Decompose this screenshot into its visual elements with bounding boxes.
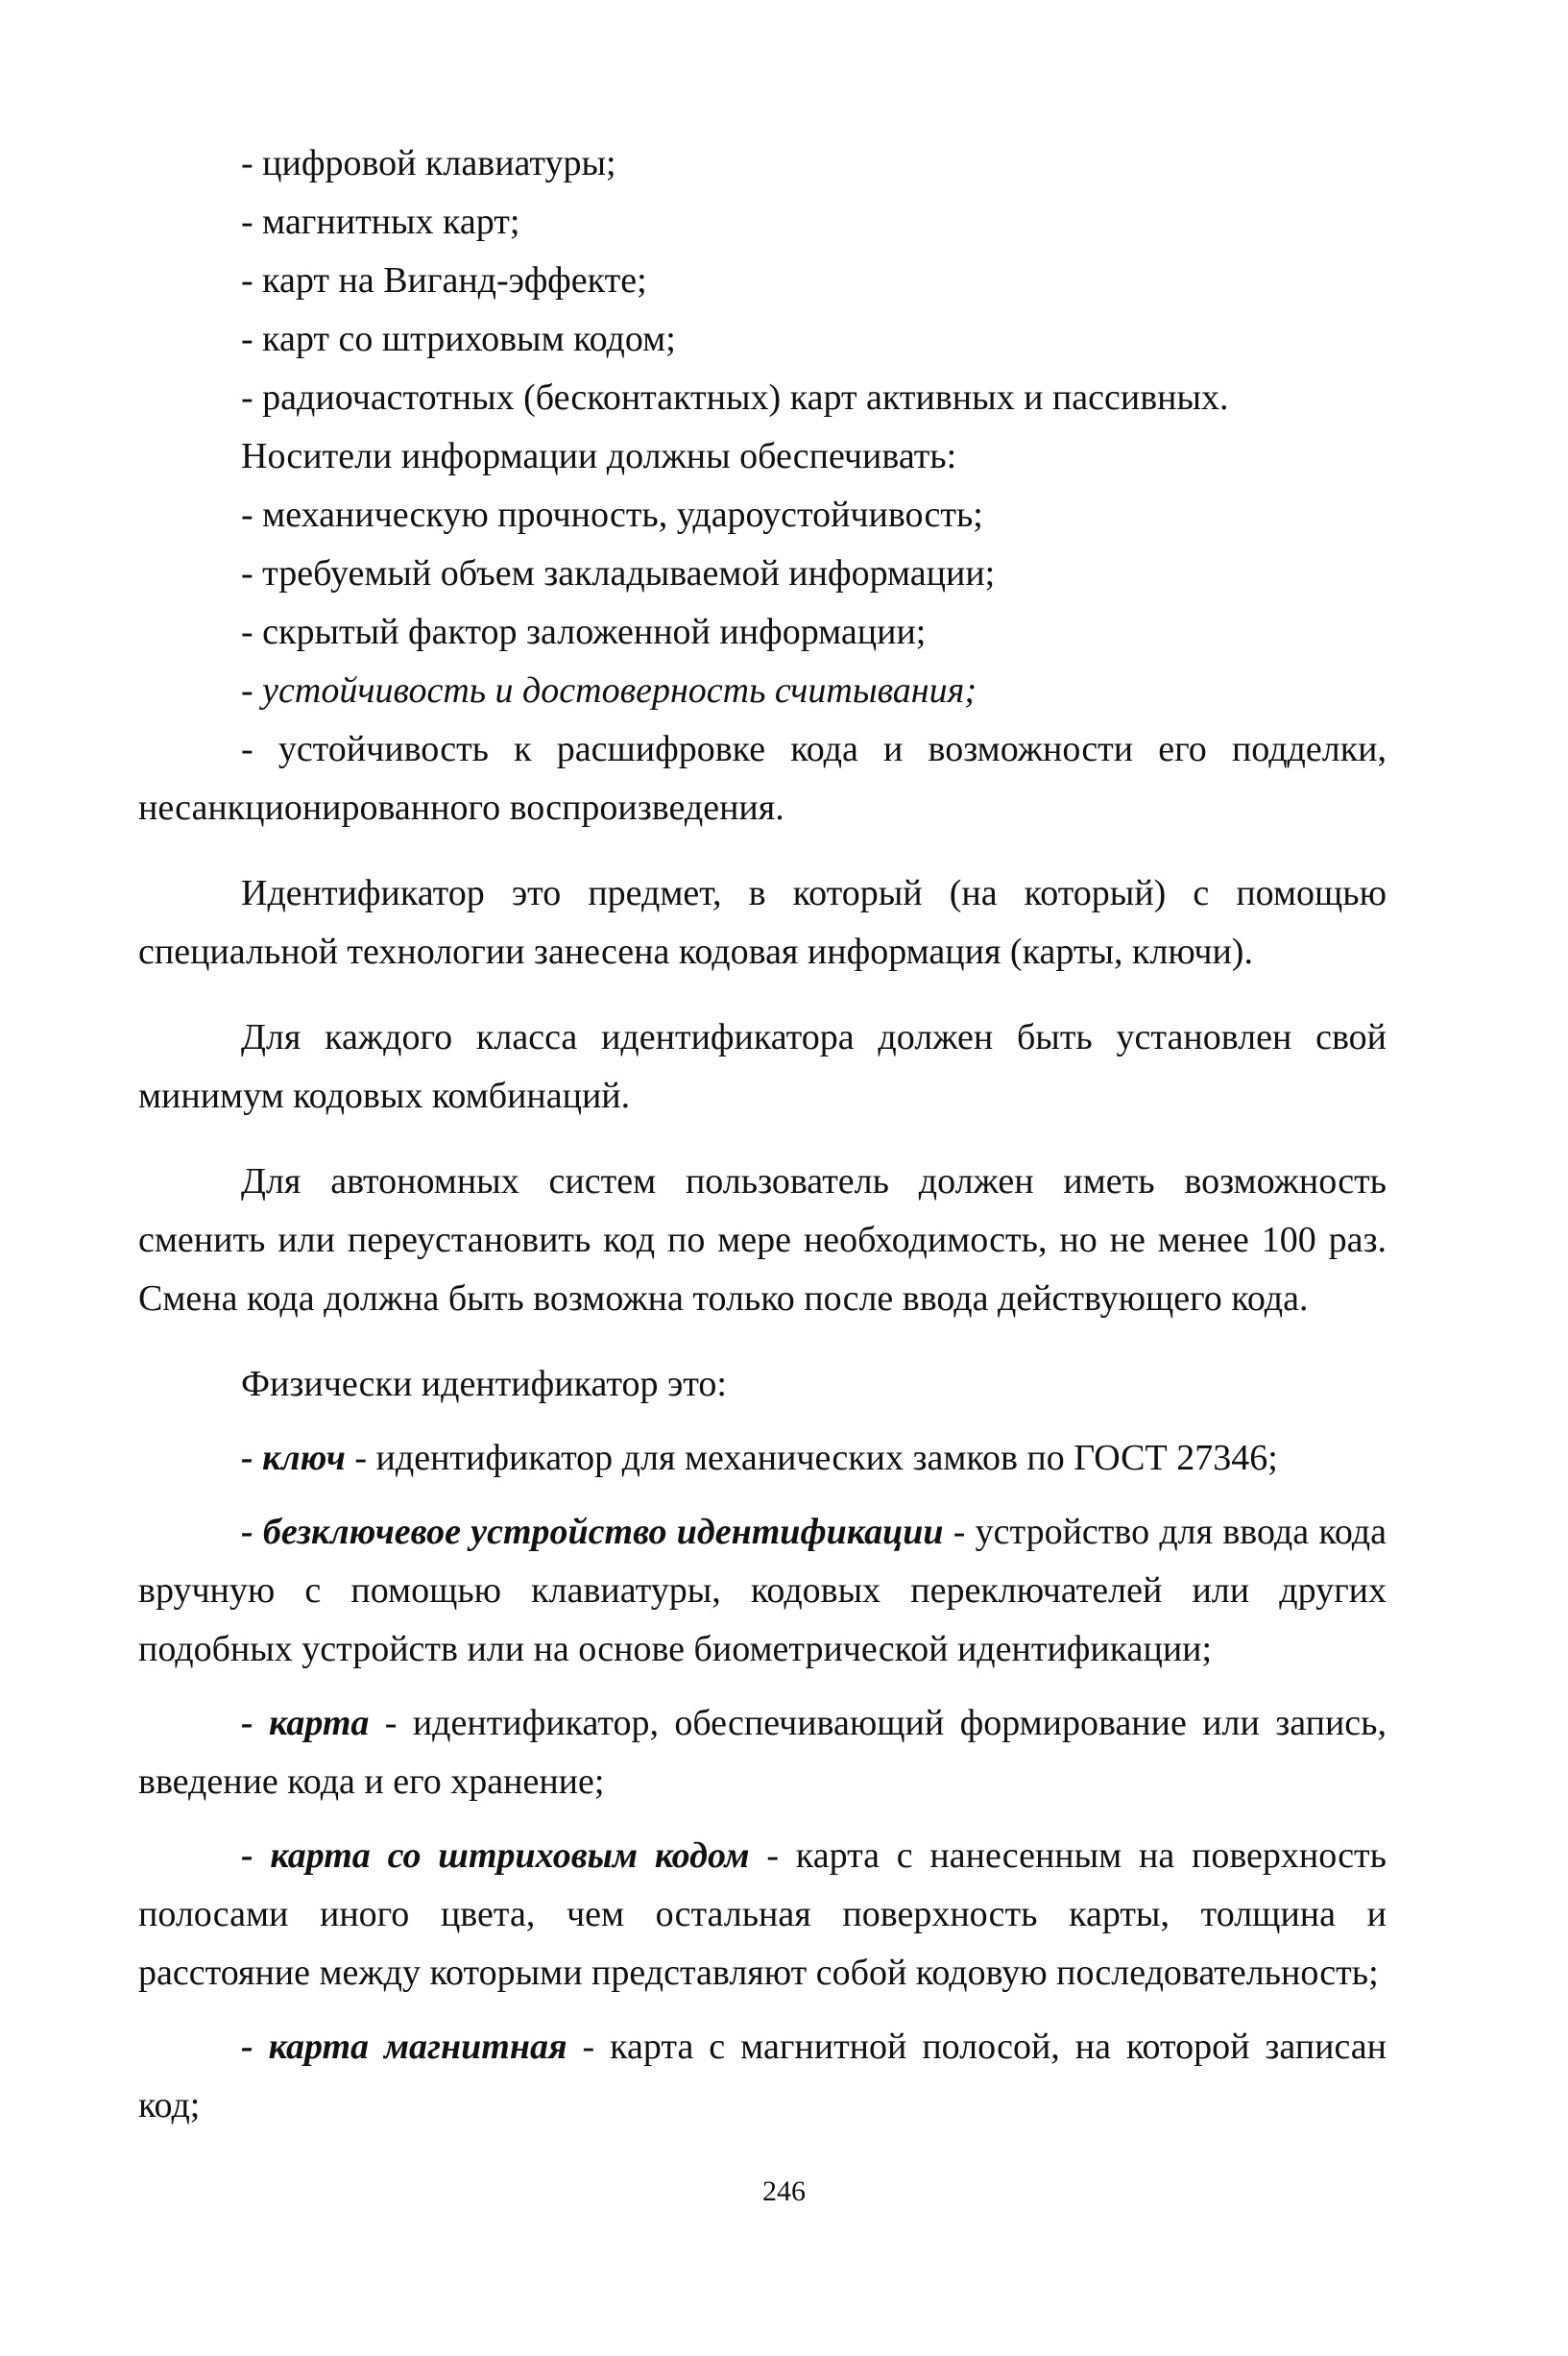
list-item: - устойчивость и достоверность считывания; [241, 670, 977, 711]
list-item: - требуемый объем закладываемой информации; [241, 553, 996, 594]
definition-magnetic-card [138, 2018, 1387, 2135]
list-item: - магнитных карт; [241, 202, 520, 242]
definition-term: - ключ [241, 1438, 346, 1478]
definition-text: - устройство для ввода кода вручную с помощью клавиатуры, кодовых переключателей или других подобных устройств или на основе биометрической идентификации; [138, 1512, 1387, 1669]
definition-text: - идентификатор для механических замков по ГОСТ 27346; [345, 1438, 1278, 1478]
paragraph-autonomous: Для автономных систем пользователь должен иметь возможность сменить или переустановить код по мере необходимость, но не менее 100 раз. Смена кода должна быть возможна только после ввода действующего кода. [138, 1161, 1387, 1319]
definition-barcode-card [138, 1827, 1387, 2003]
list-item: - цифровой клавиатуры; [241, 143, 616, 183]
list-item: - карт на Виганд-эффекте; [241, 260, 647, 301]
list-item: - карт со штриховым кодом; [241, 319, 676, 359]
physical-intro: Физически идентификатор это: [241, 1364, 727, 1404]
definition-text: - карта с нанесенным на поверхность полосами иного цвета, чем остальная поверхность карты, толщина и расстояние между которыми представляют собой кодовую последовательность; [138, 1835, 1387, 1993]
definition-keyless-device [138, 1503, 1387, 1679]
list-item: - механическую прочность, удароустойчивость; [241, 495, 983, 535]
definition-term: - карта [241, 1703, 370, 1743]
list-item: - радиочастотных (бесконтактных) карт активных и пассивных. [241, 377, 1229, 418]
paragraph-identifier: Идентификатор это предмет, в который (на который) с помощью специальной технологии занесена кодовая информация (карты, ключи). [138, 873, 1387, 972]
paragraph-minimum: Для каждого класса идентификатора должен быть установлен свой минимум кодовых комбинаций. [138, 1017, 1387, 1116]
page-number: 246 [762, 2175, 806, 2207]
carriers-intro: Носители информации должны обеспечивать: [241, 436, 957, 476]
document-page [138, 134, 1387, 2135]
definition-term: - карта со штриховым кодом [241, 1835, 750, 1876]
list-item-long: - устойчивость к расшифровке кода и возможности его подделки, несанкционированного воспроизведения. [138, 729, 1387, 828]
definition-term: - карта магнитная [241, 2027, 567, 2067]
definition-card [138, 1694, 1387, 1811]
list-item: - скрытый фактор заложенной информации; [241, 612, 927, 652]
definition-text: - карта с магнитной полосой, на которой записан код; [138, 2027, 1387, 2125]
definition-key [138, 1429, 1387, 1488]
definition-term: - безключевое устройство идентификации [241, 1512, 944, 1552]
definition-text: - идентификатор, обеспечивающий формирование или запись, введение кода и его хранение; [138, 1703, 1387, 1802]
